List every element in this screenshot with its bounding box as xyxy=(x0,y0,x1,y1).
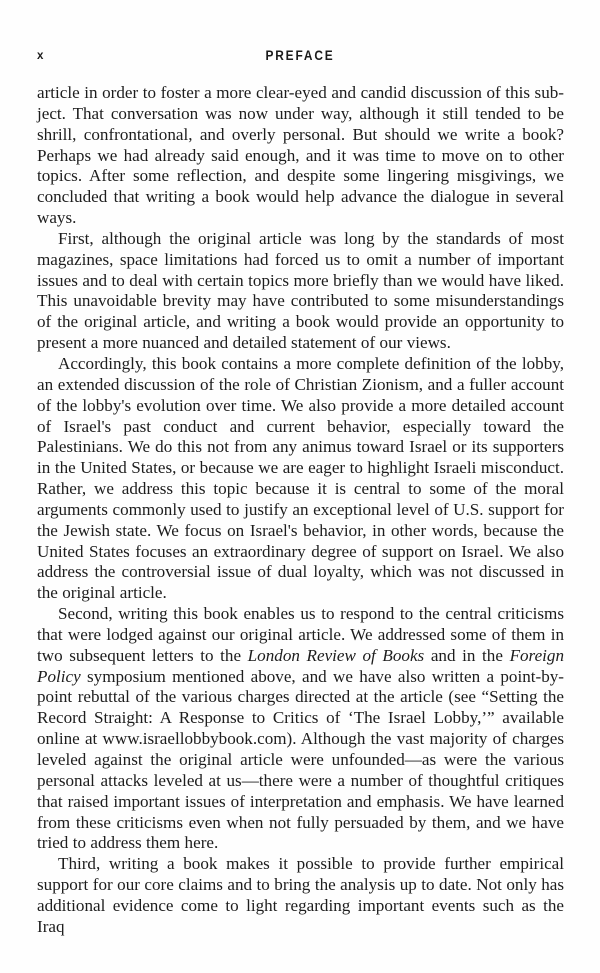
text-run: article in order to foster a more clear-eyed and candid discussion of this sub-ject. That conversation was now under way, although it still tended to be shrill, confrontational, and overly personal. But should we write a book? Perhaps we had already said enough, and it was time to move on to other topics. After some reflection, and despite some lingering misgivings, we concluded that writing a book would help advance the dialogue in several ways. xyxy=(37,83,564,228)
italic-title: Foreign Policy xyxy=(37,645,564,686)
paragraph xyxy=(37,604,564,854)
paragraph xyxy=(37,354,564,604)
running-head xyxy=(37,46,563,66)
text-run: Third, writing a book makes it possible to provide further empirical support for our core claims and to bring the analysis up to date. Not only has additional evidence come to light regarding important events such as the Iraq xyxy=(37,854,564,936)
text-run: Accordingly, this book contains a more complete definition of the lobby, an extended discussion of the role of Christian Zionism, and a fuller account of the lobby's evolution over time. We also provide a more detailed account of Israel's past conduct and current behavior, especially toward the Palestinians. We do this not from any animus toward Israel or its supporters in the United States, or because we are eager to highlight Israeli misconduct. Rather, we address this topic because it is central to some of the moral arguments commonly used to justify an exceptional level of U.S. support for the Jewish state. We focus on Israel's behavior, in other words, because the United States focuses an extraordinary degree of support on Israel. We also address the controversial issue of dual loyalty, which was not discussed in the original article. xyxy=(37,353,564,603)
body-text-block xyxy=(37,83,564,938)
text-run: symposium mentioned above, and we have also written a point-by-point rebuttal of the various charges directed at the article (see “Setting the Record Straight: A Response to Critics of ‘The Israel Lobby,’” available online at www.israellobbybook.com). Although the vast majority of charges leveled against the original article were unfounded—as were the various personal attacks leveled at us—there were a number of thoughtful critiques that raised important issues of interpretation and emphasis. We have learned from these criticisms even when not fully persuaded by them, and we have tried to address them here. xyxy=(37,666,564,853)
page-number: x xyxy=(37,50,44,62)
text-run: Second, writing this book enables us to respond to the central criticisms that were lodged against our original article. We addressed some of them in two subsequent letters to the xyxy=(37,604,564,665)
running-head-title: PREFACE xyxy=(265,48,335,63)
italic-title: London Review of Books xyxy=(247,645,425,665)
paragraph xyxy=(37,83,564,229)
paragraph xyxy=(37,229,564,354)
text-run: First, although the original article was long by the standards of most magazines, space limitations had forced us to omit a number of important issues and to deal with certain topics more briefly than we would have liked. This unavoidable brevity may have contributed to some misunderstandings of the original article, and writing a book would provide an opportunity to present a more nuanced and detailed statement of our views. xyxy=(37,228,564,353)
paragraph xyxy=(37,854,564,937)
text-run: and in the xyxy=(424,645,510,665)
